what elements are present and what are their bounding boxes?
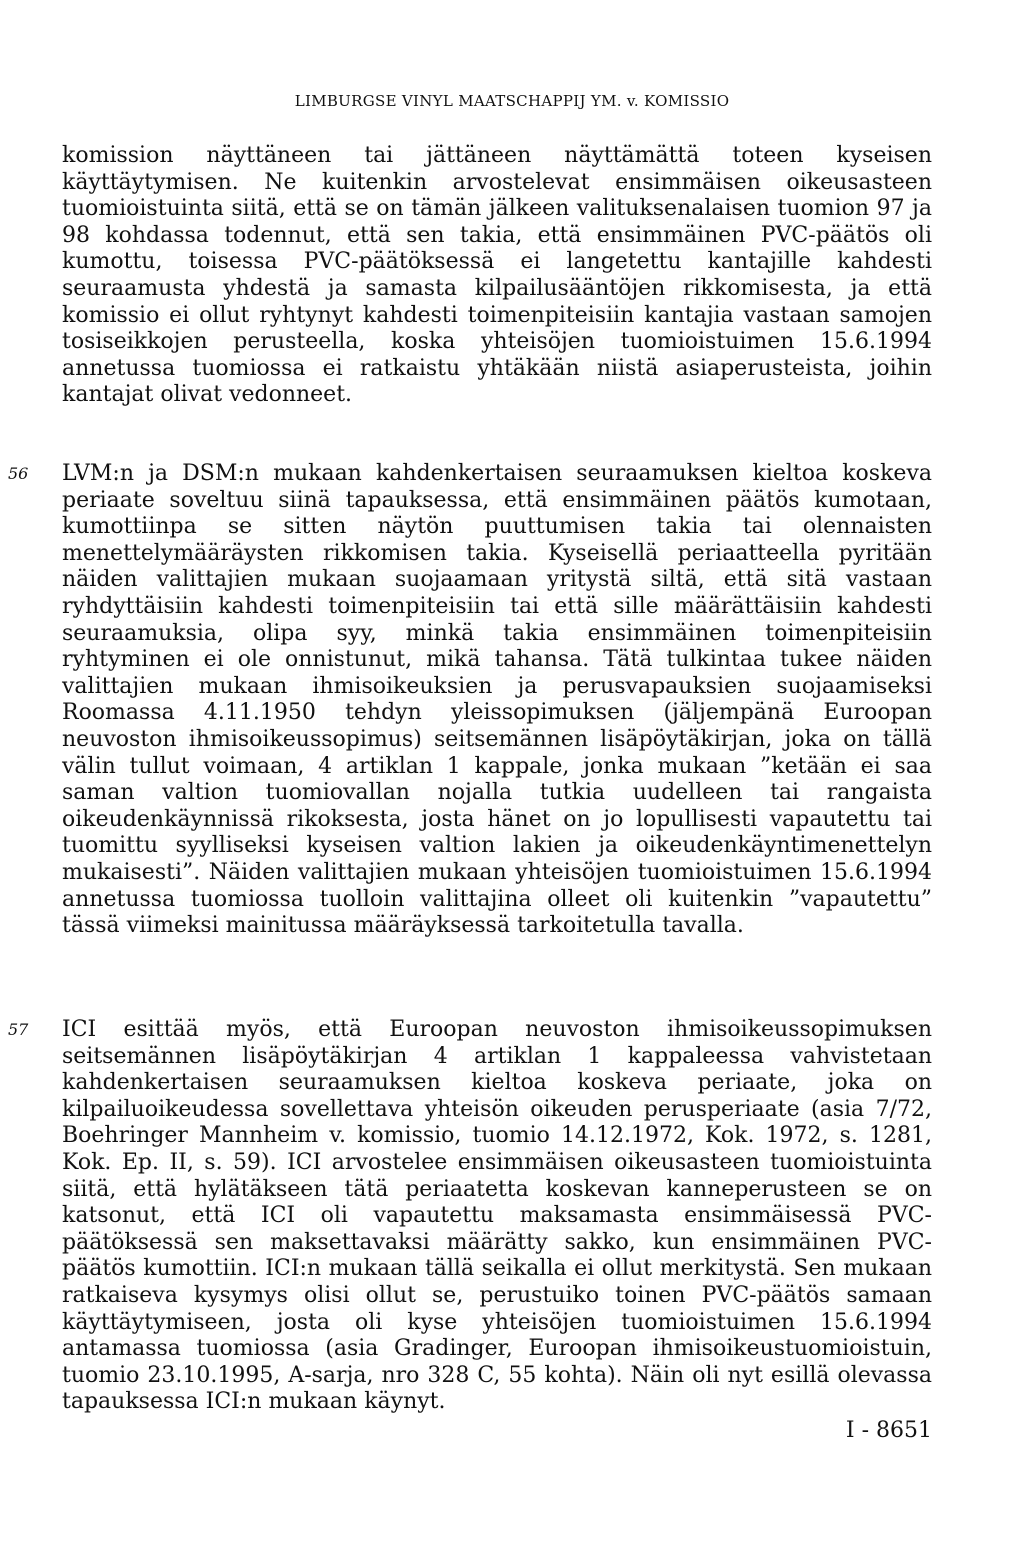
paragraph-57: ICI esittää myös, että Euroopan neuvoston ihmisoikeussopimuksen seitsemännen lisäpöytäkirjan 4 artiklan 1 kappaleessa vahvistetaan kahdenkertaisen seuraamuksen kieltoa koskeva periaate, joka on kilpailuoikeudessa sovellettava yhteisön oikeuden perusperiaate (asia 7/72, Boehringer Mannheim v. komissio, tuomio 14.12.1972, Kok. 1972, s. 1281, Kok. Ep. II, s. 59). ICI arvostelee ensimmäisen oikeusasteen tuomioistuinta siitä, että hylätäkseen tätä periaatetta koskevan kanneperusteen se on katsonut, että ICI oli vapautettu maksamasta ensimmäisessä PVC-päätöksessä sen maksettavaksi määrätty sakko, kun ensimmäinen PVC-päätös kumottiin. ICI:n mukaan tällä seikalla ei ollut merkitystä. Sen mukaan ratkaiseva kysymys olisi ollut se, perustuiko toinen PVC-päätös samaan käyttäytymiseen, josta oli kyse yhteisöjen tuomioistuimen 15.6.1994 antamassa tuomiossa (asia Gradinger, Euroopan ihmisoikeustuomioistuin, tuomio 23.10.1995, A-sarja, nro 328 C, 55 kohta). Näin oli nyt esillä olevassa tapauksessa ICI:n mukaan käynyt. — [62, 1017, 932, 1415]
running-header: LIMBURGSE VINYL MAATSCHAPPIJ YM. v. KOMISSIO — [294, 92, 730, 110]
paragraph-number-57: 57 — [8, 1020, 29, 1039]
paragraph-number-56: 56 — [8, 464, 29, 483]
paragraph-56: LVM:n ja DSM:n mukaan kahdenkertaisen seuraamuksen kieltoa koskeva periaate soveltuu siinä tapauksessa, että ensimmäinen päätös kumotaan, kumottiinpa se sitten näytön puuttumisen takia tai olennaisten menettelymääräysten rikkomisen takia. Kyseisellä periaatteella pyritään näiden valittajien mukaan suojaamaan yritystä siltä, että sitä vastaan ryhdyttäisiin kahdesti toimenpiteisiin tai että sille määrättäisiin kahdesti seuraamuksia, olipa syy, minkä takia ensimmäinen toimenpiteisiin ryhtyminen ei ole onnistunut, mikä tahansa. Tätä tulkintaa tukee näiden valittajien mukaan ihmisoikeuksien ja perusvapauksien suojaamiseksi Roomassa 4.11.1950 tehdyn yleissopimuksen (jäljempänä Euroopan neuvoston ihmisoikeussopimus) seitsemännen lisäpöytäkirjan, joka on tällä välin tullut voimaan, 4 artiklan 1 kappale, jonka mukaan ”ketään ei saa saman valtion tuomiovallan nojalla tutkia uudelleen tai rangaista oikeudenkäynnissä rikoksesta, josta hänet on jo lopullisesti vapautettu tai tuomittu syylliseksi kyseisen valtion lakien ja oikeudenkäyntimenettelyn mukaisesti”. Näiden valittajien mukaan yhteisöjen tuomioistuimen 15.6.1994 annetussa tuomiossa tuolloin valittajina olleet oli kuitenkin ”vapautettu” tässä viimeksi mainitussa määräyksessä tarkoitetulla tavalla. — [62, 461, 932, 939]
page-number: I - 8651 — [845, 1418, 932, 1443]
paragraph-continued: komission näyttäneen tai jättäneen näyttämättä toteen kyseisen käyttäytymisen. Ne kuitenkin arvostelevat ensimmäisen oikeusasteen tuomioistuinta siitä, että se on tämän jälkeen valituksenalaisen tuomion 97 ja 98 kohdassa todennut, että sen takia, että ensimmäinen PVC-päätös oli kumottu, toisessa PVC-päätöksessä ei langetettu kantajille kahdesti seuraamusta yhdestä ja samasta kilpailusääntöjen rikkomisesta, ja että komissio ei ollut ryhtynyt kahdesti toimenpiteisiin kantajia vastaan samojen tosiseikkojen perusteella, koska yhteisöjen tuomioistuimen 15.6.1994 annetussa tuomiossa ei ratkaistu yhtäkään niistä asiaperusteista, joihin kantajat olivat vedonneet. — [62, 143, 932, 408]
